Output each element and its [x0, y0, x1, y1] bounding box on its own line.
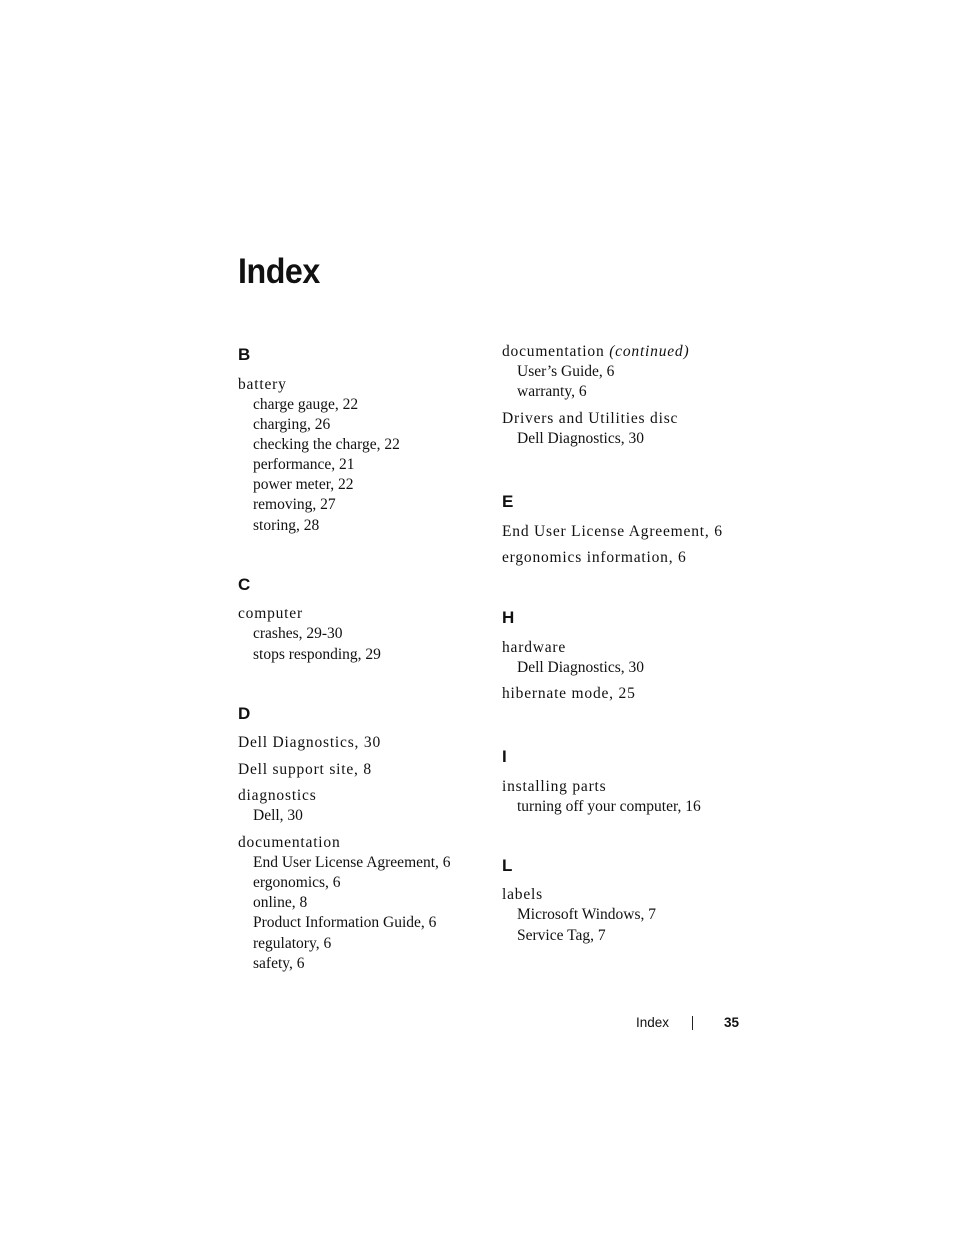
index-term: Drivers and Utilities disc	[502, 409, 679, 427]
footer-section-label: Index	[636, 1015, 670, 1030]
index-subentry: charge gauge, 22	[253, 395, 359, 413]
index-entry-drivers-disc	[502, 409, 762, 449]
index-subentry: turning off your computer, 16	[517, 797, 701, 815]
index-subentry: crashes, 29-30	[253, 625, 343, 643]
index-subentry: online, 8	[253, 894, 308, 912]
index-subentry: warranty, 6	[517, 383, 587, 401]
index-subentry: Dell Diagnostics, 30	[517, 658, 644, 676]
index-subentry: Dell, 30	[253, 807, 303, 825]
index-entry-labels	[502, 885, 762, 945]
section-letter-h: H	[502, 608, 515, 628]
index-term: labels	[502, 886, 543, 904]
index-term: documentation	[238, 833, 341, 851]
index-entry-battery	[238, 375, 478, 536]
section-letter-d: D	[238, 703, 251, 723]
index-entry-dell-support-site: Dell support site, 8	[238, 760, 372, 778]
index-term: diagnostics	[238, 787, 317, 805]
index-entry-diagnostics	[238, 786, 478, 826]
index-entry-computer	[238, 604, 478, 664]
index-subentry: checking the charge, 22	[253, 435, 400, 453]
index-subentry: safety, 6	[253, 954, 305, 972]
index-entry-dell-diagnostics: Dell Diagnostics, 30	[238, 734, 381, 752]
index-subentry: User’s Guide, 6	[517, 363, 615, 380]
index-entry-documentation-continued	[502, 342, 762, 402]
index-subentry: regulatory, 6	[253, 934, 332, 952]
index-subentry: End User License Agreement, 6	[253, 853, 451, 871]
page-number: 35	[724, 1015, 740, 1030]
index-term-text: documentation	[502, 343, 605, 360]
section-letter-c: C	[238, 574, 251, 594]
index-subentry: Product Information Guide, 6	[253, 914, 437, 932]
section-letter-e: E	[502, 492, 514, 512]
index-subentry: removing, 27	[253, 496, 336, 514]
index-entry-eula: End User License Agreement, 6	[502, 522, 723, 540]
page-title: Index	[238, 252, 320, 291]
index-term: battery	[238, 375, 287, 393]
index-term: computer	[238, 605, 303, 623]
index-subentry: Microsoft Windows, 7	[517, 906, 657, 924]
index-term	[502, 342, 762, 362]
index-subentry: Service Tag, 7	[517, 926, 606, 944]
section-letter-l: L	[502, 855, 513, 875]
index-subentry: Dell Diagnostics, 30	[517, 429, 644, 447]
index-term: installing parts	[502, 777, 607, 795]
index-entry-hardware	[502, 638, 762, 678]
index-subentry: stops responding, 29	[253, 645, 381, 663]
section-letter-i: I	[502, 747, 507, 767]
index-subentry: power meter, 22	[253, 476, 354, 494]
index-entry-documentation	[238, 833, 478, 974]
index-term: hardware	[502, 638, 567, 656]
index-subentry: ergonomics, 6	[253, 874, 341, 892]
index-column-left	[238, 342, 478, 974]
index-subentry: charging, 26	[253, 415, 331, 433]
section-letter-b: B	[238, 345, 251, 364]
index-subentry: performance, 21	[253, 456, 355, 474]
index-column-right	[502, 342, 762, 946]
index-entry-installing-parts	[502, 777, 762, 817]
footer-divider	[692, 1016, 693, 1030]
index-entry-hibernate: hibernate mode, 25	[502, 685, 636, 703]
continued-note: (continued)	[609, 343, 690, 360]
index-subentry: storing, 28	[253, 516, 320, 534]
index-entry-ergonomics: ergonomics information, 6	[502, 549, 687, 567]
